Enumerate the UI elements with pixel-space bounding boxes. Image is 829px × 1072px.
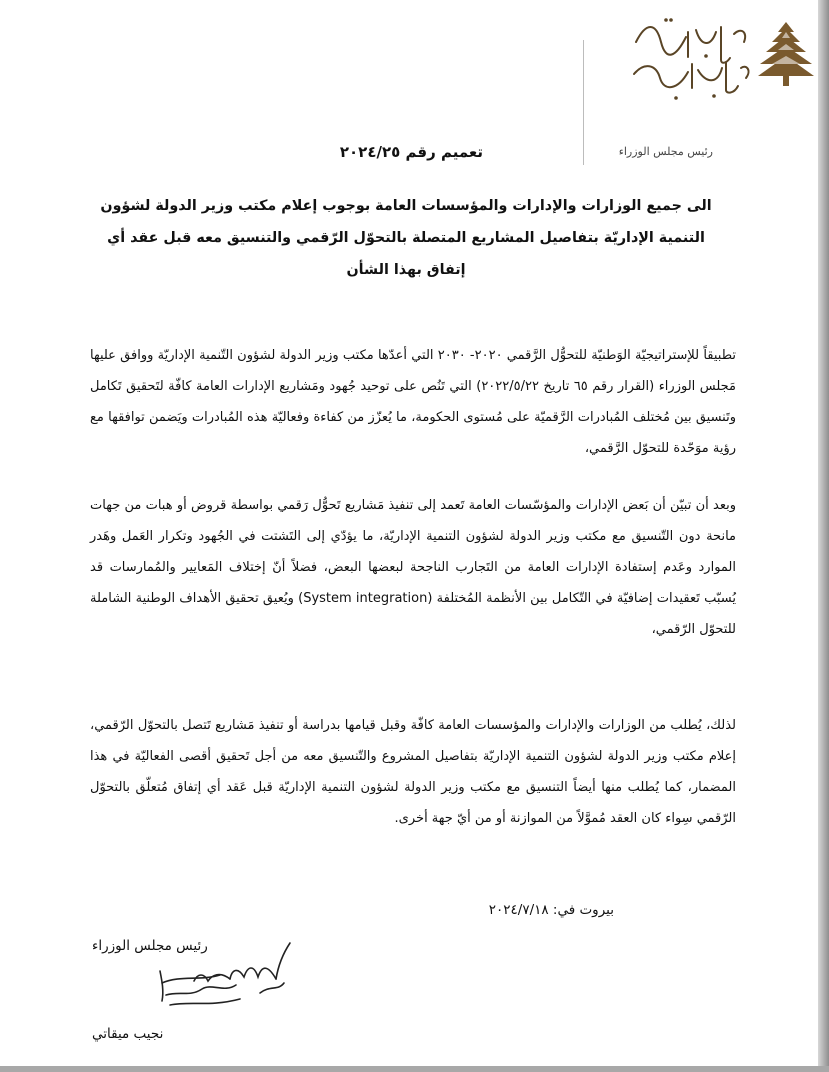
signer-title: رئيس مجلس الوزراء [92, 938, 208, 954]
body-paragraph-2: وبعد أن تبيّن أن بَعض الإدارات والمؤسّسات العامة تَعمد إلى تنفيذ مَشاريع تَحوُّل رَقمي بواسطة قروض أو هبات من جهات مانحة دون التّنسيق مع مكتب وزير الدولة لشؤون التنمية الإداريّة، ما يؤدّي إلى التَشتت في الجُهود وتكرار العَمل وهَدر الموارد وعَدم إستفادة الإدارات العامة من التَجارب الناجحة لبعضها البعض، فضلاً أنّ إختلاف المَعايير والمُمارسات قد يُسبّب تَعقيدات إضافيّة في التّكامل بين الأنظمة المُختلفة (System integration) ويُعيق تحقيق الأهداف الوطنية الشاملة للتحوّل الرّقمي، [90, 498, 736, 637]
handwritten-signature [150, 935, 300, 1035]
letterhead-divider [583, 40, 584, 165]
body-paragraph-1: تطبيقاً للإستراتيجيّة الوَطنيّة للتحوُّل الرَّقمي ٢٠٢٠- ٢٠٣٠ التي أعدّها مكتب وزير الدولة لشؤون التّنمية الإداريّة ووافق عليها مَجلس الوزراء (القرار رقم ٦٥ تاريخ ٢٠٢٢/٥/٢٢) التي تَنُص على توحيد جُهود ومَشاريع الإدارات العامة كافّة لتَحقيق تَكامل وتَنسيق بين مُختلف المُبادرات الرَّقميّة على مُستوى الحكومة، ما يُعزّز من كفاءة وفعاليّة هذه المُبادرات ويَضمن توافقها مع رؤية موَحّدة للتحوّل الرَّقمي، [90, 348, 736, 456]
subject-heading: الى جميع الوزارات والإدارات والمؤسسات العامة بوجوب إعلام مكتب وزير الدولة لشؤون التنمية الإداريّة بتفاصيل المشاريع المتصلة بالتحوّل الرّقمي والتنسيق معه قبل عقد أي إتفاق بهذا الشأن [100, 198, 712, 278]
scan-edge [818, 0, 829, 1072]
republic-calligraphy-logo [626, 12, 756, 102]
circular-number-title: تعميم رقم ٢٠٢٤/٢٥ [339, 143, 483, 161]
letterhead-office: رئيس مجلس الوزراء [618, 145, 713, 158]
signer-name: نجيب ميقاتي [92, 1026, 164, 1042]
place-and-date: بيروت في: ٢٠٢٤/٧/١٨ [488, 902, 614, 918]
body-paragraph-3: لذلك، يُطلب من الوزارات والإدارات والمؤسسات العامة كافّة وقبل قيامها بدراسة أو تنفيذ مَشاريع تَتصل بالتحوّل الرّقمي، إعلام مكتب وزير الدولة لشؤون التنمية الإداريّة بتفاصيل المشروع والتّنسيق معه من أجل تَحقيق أقصى الفعاليّة في هذا المضمار، كما يُطلب منها أيضاً التنسيق مع مكتب وزير الدولة لشؤون التنمية الإداريّة قبل عَقد أي إتفاق مُتعلّق بالتحوّل الرّقمي سِواء كان العقد مُموَّلاً من الموازنة أو من أيّ جهة أخرى. [90, 718, 736, 826]
scan-bottom-edge [0, 1066, 829, 1072]
cedar-tree-icon [756, 20, 816, 90]
